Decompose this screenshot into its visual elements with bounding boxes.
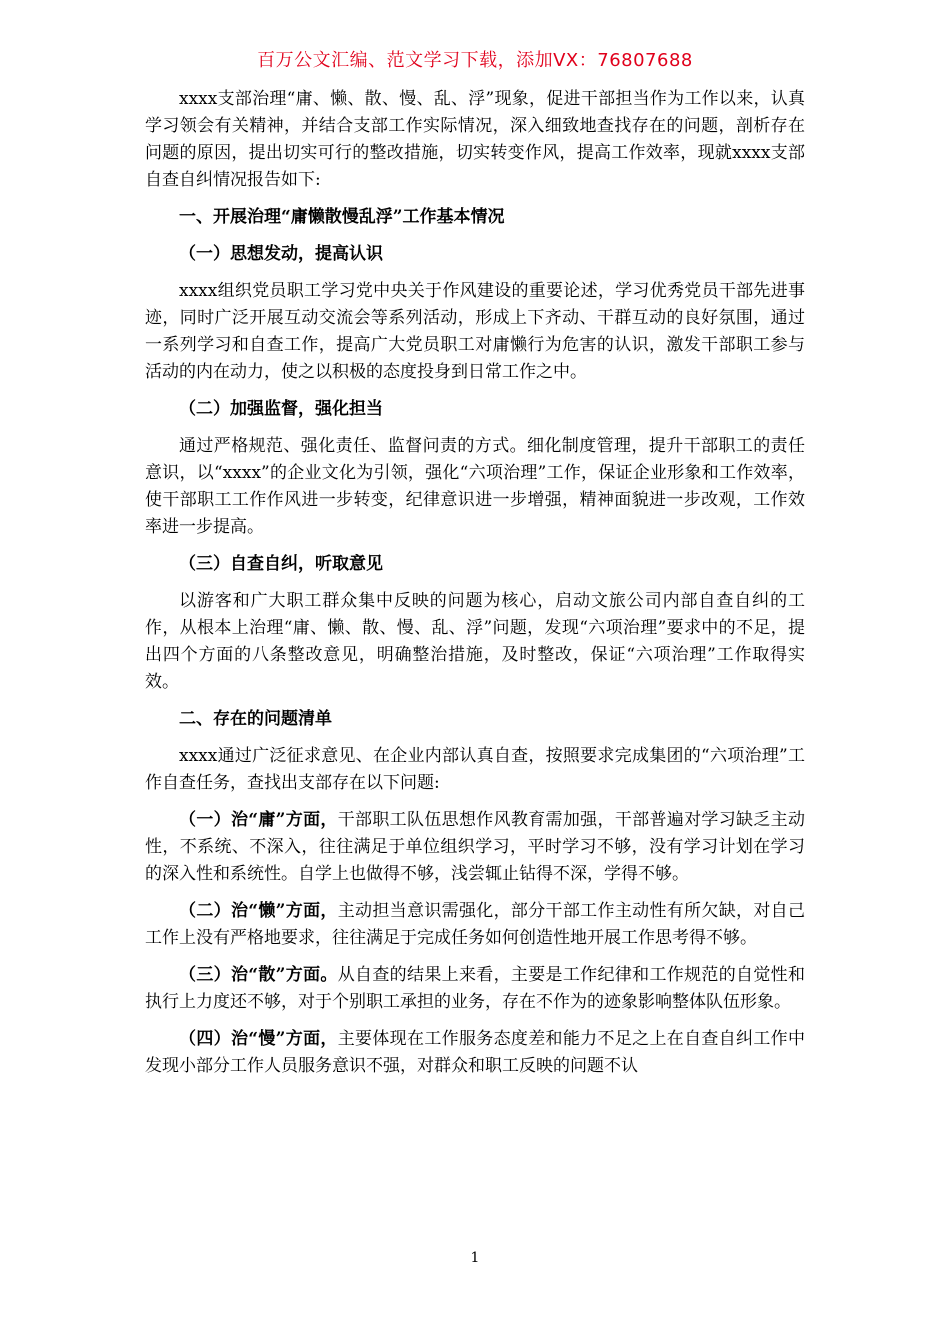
- section-1-sub-3-heading: （三）自查自纠，听取意见: [179, 554, 383, 574]
- problem-item-text: 主要体现在工作服务态度差和能力不足之上在自查自纠工作中发现小部分工作人员服务意识不强，对群众和职工反映的问题不认: [145, 1029, 805, 1076]
- intro-paragraph: xxxx支部治理“庸、懒、散、慢、乱、浮”现象，促进干部担当作为工作以来，认真学习领会有关精神，并结合支部工作实际情况，深入细致地查找存在的问题，剖析存在问题的原因，提出切实可行的整改措施，切实转变作风，提高工作效率，现就xxxx支部自查自纠情况报告如下:: [145, 89, 805, 190]
- promo-banner: 百万公文汇编、范文学习下载，添加VX：76807688: [257, 50, 693, 71]
- problem-item-text: 从自查的结果上来看，主要是工作纪律和工作规范的自觉性和执行上力度还不够，对于个别职工承担的业务，存在不作为的迹象影响整体队伍形象。: [145, 965, 805, 1012]
- section-2-intro: xxxx通过广泛征求意见、在企业内部认真自查，按照要求完成集团的“六项治理”工作自查任务，查找出支部存在以下问题:: [145, 746, 805, 793]
- section-1-sub-1-heading: （一）思想发动，提高认识: [179, 244, 383, 264]
- section-1-sub-2-heading: （二）加强监督，强化担当: [179, 399, 383, 419]
- problem-item: [145, 962, 805, 1016]
- section-1-heading: 一、开展治理“庸懒散慢乱浮”工作基本情况: [179, 207, 505, 227]
- problem-item-lead: （二）治“懒”方面，: [179, 901, 338, 921]
- problem-item-text: 干部职工队伍思想作风教育需加强，干部普遍对学习缺乏主动性，不系统、不深入，往往满足于单位组织学习，平时学习不够，没有学习计划在学习的深入性和系统性。自学上也做得不够，浅尝辄止钻得不深，学得不够。: [145, 810, 805, 884]
- problem-item: [145, 807, 805, 888]
- page-number: 1: [470, 1250, 480, 1266]
- problem-item-lead: （一）治“庸”方面，: [179, 810, 338, 830]
- section-1-sub-1-text: xxxx组织党员职工学习党中央关于作风建设的重要论述，学习优秀党员干部先进事迹，同时广泛开展互动交流会等系列活动，形成上下齐动、干群互动的良好氛围，通过一系列学习和自查工作，提高广大党员职工对庸懒行为危害的认识，激发干部职工参与活动的内在动力，使之以积极的态度投身到日常工作之中。: [145, 281, 805, 382]
- document-body: [145, 86, 805, 1080]
- problem-item-text: 主动担当意识需强化，部分干部工作主动性有所欠缺，对自己工作上没有严格地要求，往往满足于完成任务如何创造性地开展工作思考得不够。: [145, 901, 805, 948]
- problem-item-lead: （四）治“慢”方面，: [179, 1029, 338, 1049]
- section-2-heading: 二、存在的问题清单: [179, 709, 332, 729]
- section-1-sub-3-text: 以游客和广大职工群众集中反映的问题为核心，启动文旅公司内部自查自纠的工作，从根本上治理“庸、懒、散、慢、乱、浮”问题，发现“六项治理”要求中的不足，提出四个方面的八条整改意见，明确整治措施，及时整改，保证“六项治理”工作取得实效。: [145, 591, 805, 692]
- problem-item-lead: （三）治“散”方面。: [179, 965, 338, 985]
- section-1-sub-2-text: 通过严格规范、强化责任、监督问责的方式。细化制度管理，提升干部职工的责任意识，以“xxxx”的企业文化为引领，强化“六项治理”工作，保证企业形象和工作效率，使干部职工工作作风进一步转变，纪律意识进一步增强，精神面貌进一步改观，工作效率进一步提高。: [145, 436, 805, 537]
- problem-item: [145, 898, 805, 952]
- problem-item: [145, 1026, 805, 1080]
